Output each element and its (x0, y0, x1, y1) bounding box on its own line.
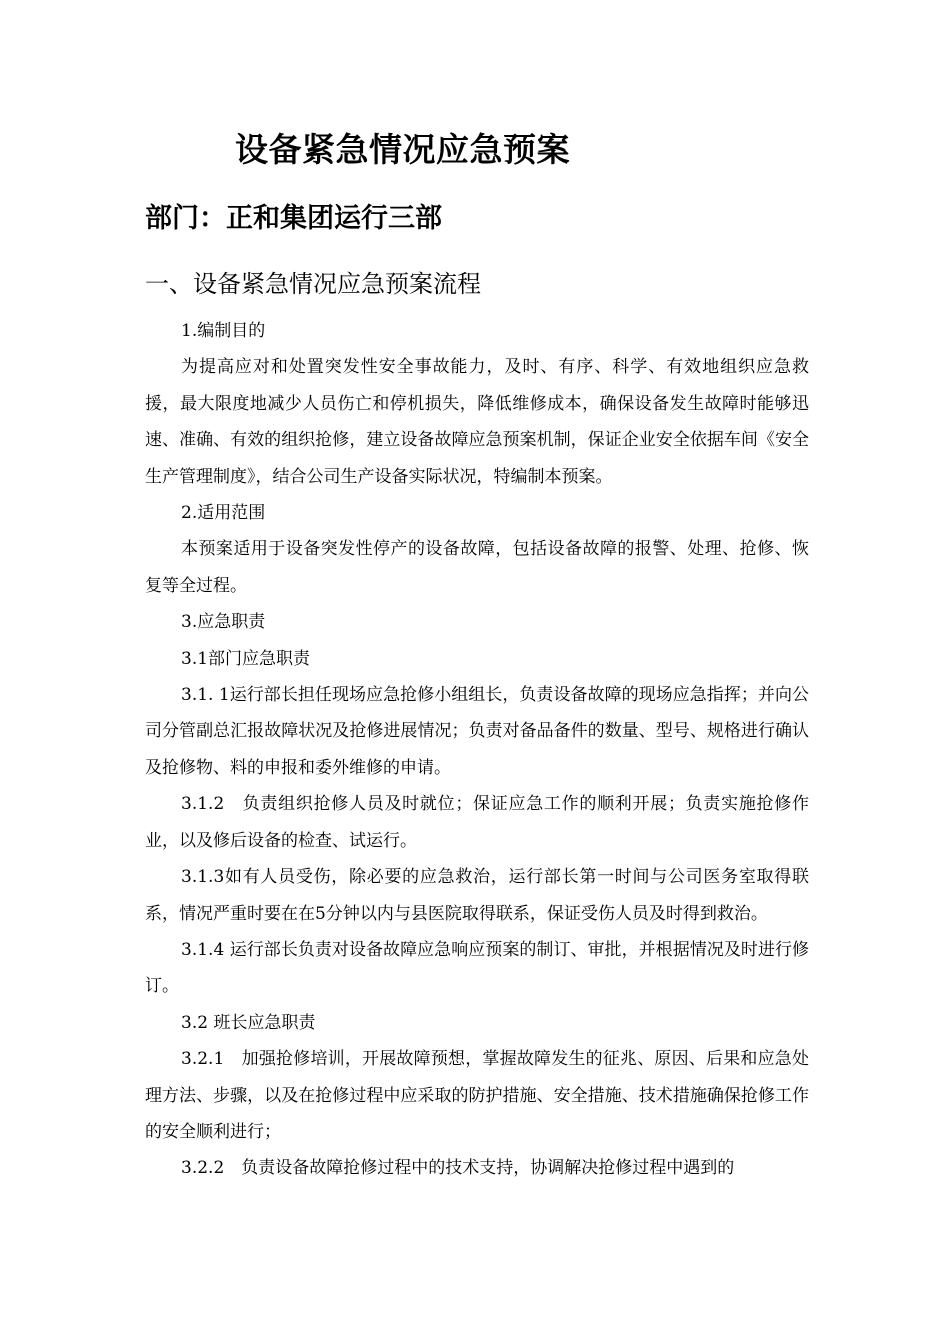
paragraph-duties-heading: 3.应急职责 (181, 612, 266, 633)
paragraph-scope: 本预案适用于设备突发性停产的设备故障，包括设备故障的报警、处理、抢修、恢复等全过程。 (145, 539, 809, 596)
document-body (145, 313, 809, 1187)
document-title: 设备紧急情况应急预案 (235, 130, 570, 169)
paragraph-3-2-1: 3.2.1 加强抢修培训，开展故障预想，掌握故障发生的征兆、原因、后果和应急处理方法、步骤，以及在抢修过程中应采取的防护措施、安全措施、技术措施确保抢修工作的安全顺利进行； (145, 1049, 809, 1142)
paragraph-dept-duties-heading: 3.1部门应急职责 (181, 648, 311, 669)
paragraph-3-1-4: 3.1.4 运行部长负责对设备故障应急响应预案的制订、审批，并根据情况及时进行修订。 (145, 939, 809, 997)
paragraph-3-1-3: 3.1.3如有人员受伤，除必要的应急救治，运行部长第一时间与公司医务室取得联系，情况严重时要在在5分钟以内与县医院取得联系，保证受伤人员及时得到救治。 (145, 867, 809, 924)
department-heading: 部门：正和集团运行三部 (145, 203, 442, 234)
paragraph-purpose: 为提高应对和处置突发性安全事故能力，及时、有序、科学、有效地组织应急救援，最大限度地减少人员伤亡和停机损失，降低维修成本，确保设备发生故障时能够迅速、准确、有效的组织抢修，建立设备故障应急预案机制，保证企业安全依据车间《安全生产管理制度》，结合公司生产设备实际状况，特编制本预案。 (145, 357, 809, 487)
paragraph-scope-heading: 2.适用范围 (181, 503, 266, 524)
section-heading: 一、设备紧急情况应急预案流程 (145, 270, 481, 298)
paragraph-3-1-1: 3.1. 1运行部长担任现场应急抢修小组组长，负责设备故障的现场应急指挥；并向公司分管副总汇报故障状况及抢修进展情况；负责对备品备件的数量、型号、规格进行确认及抢修物、料的申报和委外维修的申请。 (145, 685, 809, 778)
paragraph-purpose-heading: 1.编制目的 (181, 321, 266, 341)
paragraph-3-2-2: 3.2.2 负责设备故障抢修过程中的技术支持，协调解决抢修过程中遇到的 (181, 1158, 735, 1179)
paragraph-3-1-2: 3.1.2 负责组织抢修人员及时就位；保证应急工作的顺利开展；负责实施抢修作业，以及修后设备的检查、试运行。 (145, 794, 809, 851)
paragraph-leader-duties-heading: 3.2 班长应急职责 (181, 1012, 316, 1033)
